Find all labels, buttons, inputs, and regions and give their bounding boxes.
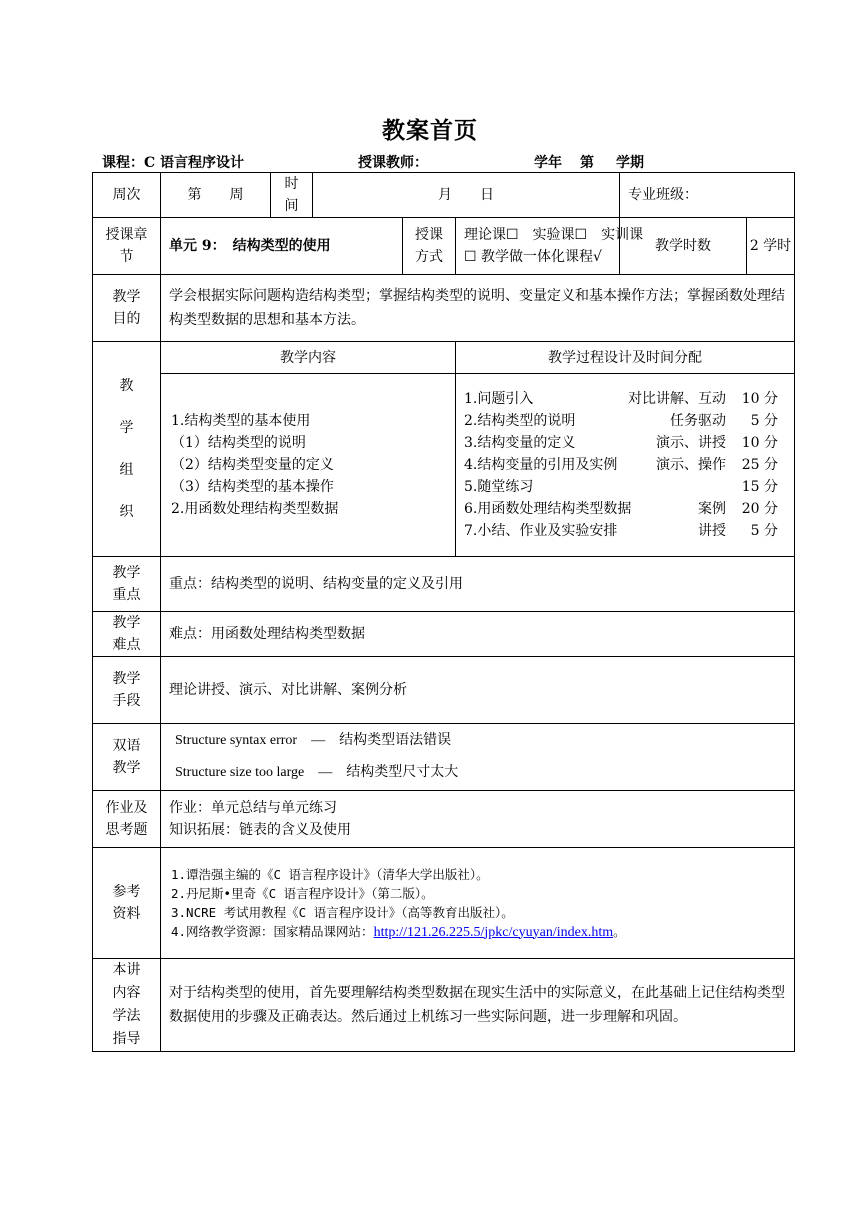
process-item: 7.小结、作业及实验安排 [464, 523, 618, 539]
process-row [464, 432, 778, 454]
chapter-unit: 单元 9： 结构类型的使用 [161, 218, 403, 275]
process-time: 5 分 [750, 413, 778, 429]
reference-item: 2.丹尼斯•里奇《C 语言程序设计》（第二版）。 [171, 885, 434, 901]
time-label: 时间 [271, 173, 313, 218]
process-row [464, 454, 778, 476]
difficulty-text: 难点：用函数处理结构类型数据 [161, 612, 795, 657]
bilingual-line-2: Structure size too large — 结构类型尺寸太大 [175, 765, 459, 780]
guidance-label-line: 指导 [112, 1031, 141, 1047]
process-item: 3.结构变量的定义 [464, 435, 576, 451]
objective-text: 学会根据实际问题构造结构类型；掌握结构类型的说明、变量定义和基本操作方法；掌握函数处理结构类型数据的思想和基本方法。 [161, 275, 795, 342]
process-method: 讲授 [698, 523, 726, 539]
week-value: 第 周 [161, 173, 271, 218]
homework-line-2: 知识拓展：链表的含义及使用 [169, 822, 351, 838]
difficulty-label: 教学难点 [93, 612, 161, 657]
guidance-text: 对于结构类型的使用，首先要理解结构类型数据在现实生活中的实际意义，在此基础上记住结构类型数据使用的步骤及正确表达。然后通过上机练习一些实际问题，进一步理解和巩固。 [161, 959, 795, 1052]
content-header: 教学内容 [161, 342, 456, 374]
school-year-label: 学年 [534, 155, 562, 171]
key-point-text: 重点：结构类型的说明、结构变量的定义及引用 [161, 557, 795, 612]
content-cell [161, 374, 456, 557]
reference-link[interactable]: http://121.26.225.5/jpkc/cyuyan/index.htm [373, 924, 614, 940]
row-guidance [93, 959, 795, 1052]
row-organization-body [93, 374, 795, 557]
process-time: 20 分 [741, 501, 778, 517]
term-label: 学期 [616, 155, 644, 171]
organization-char-1: 教 [119, 378, 134, 394]
reference-prefix: 4.网络教学资源：国家精品课网站： [171, 923, 374, 939]
row-week [93, 173, 795, 218]
time-value: 月 日 [313, 173, 620, 218]
guidance-label-line: 本讲 [112, 962, 141, 978]
process-method: 任务驱动 [670, 413, 726, 429]
process-row [464, 498, 778, 520]
process-method: 演示、操作 [656, 457, 726, 473]
process-row [464, 520, 778, 542]
process-item: 4.结构变量的引用及实例 [464, 457, 618, 473]
row-references [93, 848, 795, 959]
process-item: 5.随堂练习 [464, 479, 534, 495]
process-time: 10 分 [741, 391, 778, 407]
organization-char-4: 织 [119, 504, 134, 520]
week-label: 周次 [93, 173, 161, 218]
method-options [456, 218, 644, 275]
organization-char-2: 学 [119, 420, 134, 436]
row-key-point [93, 557, 795, 612]
hours-value: 2 学时 [747, 218, 795, 275]
process-item: 6.用函数处理结构类型数据 [464, 501, 632, 517]
homework-line-1: 作业：单元总结与单元练习 [169, 800, 337, 816]
content-line: （1）结构类型的说明 [171, 435, 306, 451]
homework-cell [161, 791, 795, 848]
row-objective [93, 275, 795, 342]
row-bilingual [93, 724, 795, 791]
guidance-label [93, 959, 161, 1052]
organization-label [93, 342, 161, 557]
process-method: 演示、讲授 [656, 435, 726, 451]
bilingual-cell [161, 724, 795, 791]
means-text: 理论讲授、演示、对比讲解、案例分析 [161, 657, 795, 724]
row-homework [93, 791, 795, 848]
method-label: 授课方式 [403, 218, 456, 275]
key-point-label: 教学重点 [93, 557, 161, 612]
class-label: 专业班级： [620, 173, 795, 218]
bilingual-label: 双语教学 [93, 724, 161, 791]
teacher-label: 授课教师： [358, 155, 428, 171]
process-row [464, 388, 778, 410]
reference-suffix: 。 [613, 923, 626, 939]
process-row [464, 476, 778, 498]
content-line: 2.用函数处理结构类型数据 [171, 501, 339, 517]
organization-char-3: 组 [119, 462, 134, 478]
content-line: （2）结构类型变量的定义 [171, 457, 334, 473]
process-item: 2.结构类型的说明 [464, 413, 576, 429]
references-cell [161, 848, 795, 959]
content-line: 1.结构类型的基本使用 [171, 413, 311, 429]
method-line-1: 理论课☐ 实验课☐ 实训课 [464, 227, 644, 243]
guidance-label-line: 学法 [112, 1008, 141, 1024]
process-item: 1.问题引入 [464, 391, 534, 407]
process-method: 对比讲解、互动 [628, 391, 726, 407]
row-means [93, 657, 795, 724]
method-line-2: ☐ 教学做一体化课程√ [464, 249, 602, 265]
row-chapter [93, 218, 795, 275]
bilingual-line-1: Structure syntax error — 结构类型语法错误 [175, 733, 452, 748]
process-time: 10 分 [741, 435, 778, 451]
term-number-label: 第 [580, 155, 594, 171]
course-name: 课程：C 语言程序设计 [102, 155, 245, 171]
process-cell [456, 374, 795, 557]
page-title: 教案首页 [382, 117, 478, 144]
process-time: 5 分 [750, 523, 778, 539]
homework-label: 作业及思考题 [93, 791, 161, 848]
process-method: 案例 [698, 501, 726, 517]
chapter-label: 授课章节 [93, 218, 161, 275]
objective-label: 教学目的 [93, 275, 161, 342]
content-line: （3）结构类型的基本操作 [171, 479, 334, 495]
process-row [464, 410, 778, 432]
row-difficulty [93, 612, 795, 657]
reference-item: 3.NCRE 考试用教程《C 语言程序设计》（高等教育出版社）。 [171, 904, 514, 920]
reference-item: 1.谭浩强主编的《C 语言程序设计》（清华大学出版社）。 [171, 866, 489, 882]
means-label: 教学手段 [93, 657, 161, 724]
process-method [533, 476, 738, 498]
process-time: 25 分 [741, 457, 778, 473]
process-header: 教学过程设计及时间分配 [456, 342, 795, 374]
lesson-plan-table [92, 172, 795, 1052]
references-label: 参考资料 [93, 848, 161, 959]
reference-item [171, 922, 786, 942]
hours-label: 教学时数 [620, 218, 747, 275]
guidance-label-line: 内容 [112, 985, 141, 1001]
process-time: 15 分 [741, 479, 778, 495]
row-organization-header [93, 342, 795, 374]
